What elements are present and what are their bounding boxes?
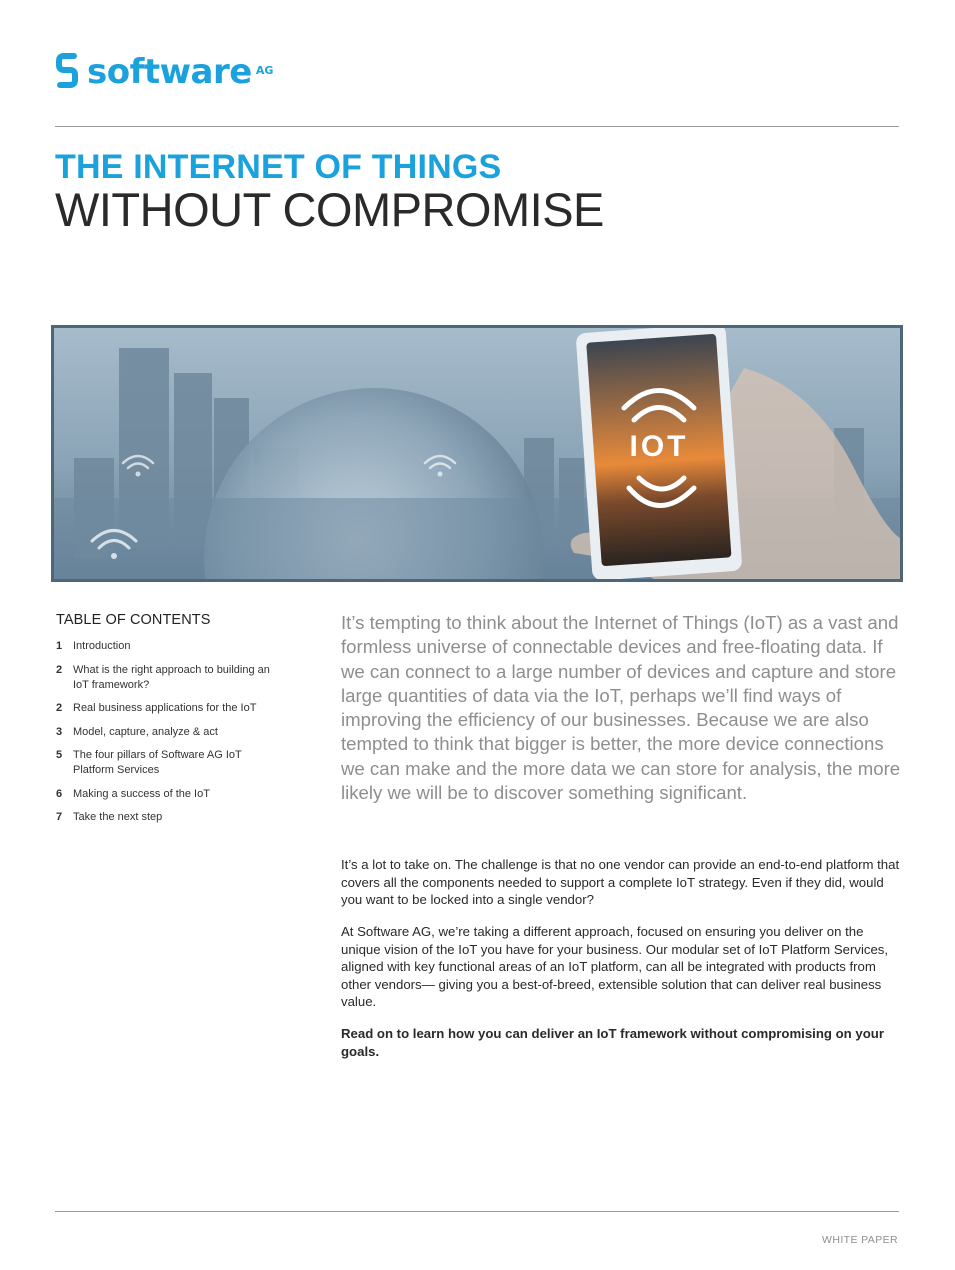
toc-item[interactable]: [56, 787, 296, 802]
footer-divider: [55, 1211, 899, 1212]
toc-page-number: 6: [56, 787, 63, 800]
title-line-2: WITHOUT COMPROMISE: [55, 183, 604, 236]
iot-label: IOT: [629, 430, 689, 463]
toc-page-number: 2: [56, 663, 63, 676]
toc-page-number: 1: [56, 640, 63, 652]
toc-label: Introduction: [73, 640, 131, 652]
toc-page-number: 7: [56, 811, 63, 823]
toc-page-number: 5: [56, 749, 63, 761]
toc-item[interactable]: [56, 701, 296, 716]
hero-image: [51, 325, 903, 582]
toc-page-number: 3: [56, 725, 63, 738]
toc-item[interactable]: [56, 639, 296, 654]
toc-page-number: 2: [56, 702, 63, 714]
table-of-contents: [56, 612, 296, 834]
body-paragraph-1: It’s a lot to take on. The challenge is that no one vendor can provide an end-to-end platform that covers all the components needed to support a complete IoT strategy. Even if they did, would you want to be locked into a single vendor?: [341, 857, 900, 908]
toc-item[interactable]: [56, 748, 296, 778]
toc-label: What is the right approach to building an IoT framework?: [73, 663, 270, 691]
toc-item[interactable]: [56, 663, 296, 693]
lead-paragraph: It’s tempting to think about the Internet of Things (IoT) as a vast and formless universe of connectable devices and free-floating data. If we can connect to a large number of devices and capture and store large quantities of data via the IoT, perhaps we’ll find ways of improving the efficiency of our businesses. Because we are also tempted to think that bigger is better, the more device connections we can make and the more data we can store for analysis, the more likely we will be to discover something significant.: [341, 612, 901, 804]
toc-label: Making a success of the IoT: [73, 787, 210, 800]
brand-suffix: AG: [255, 64, 274, 77]
software-ag-logo-icon: [55, 52, 79, 92]
toc-item[interactable]: [56, 810, 296, 825]
toc-heading: TABLE OF CONTENTS: [56, 612, 211, 628]
toc-label: Model, capture, analyze & act: [73, 725, 218, 738]
brand-name: software: [87, 52, 252, 92]
toc-item[interactable]: [56, 725, 296, 740]
body-paragraph-2: At Software AG, we’re taking a different approach, focused on ensuring you deliver on the unique vision of the IoT you have for your business. Our modular set of IoT Platform Services, aligned with key functional areas of an IoT platform, can all be integrated with products from other vendors— giving you a best-of-breed, extensible solution that can deliver real business value.: [341, 924, 889, 1010]
body-paragraph-3: Read on to learn how you can deliver an IoT framework without compromising on your goals.: [341, 1026, 884, 1059]
hero-illustration: [54, 328, 900, 579]
header-divider: [55, 126, 899, 127]
toc-label: Real business applications for the IoT: [73, 702, 257, 714]
software-ag-logo: [55, 52, 273, 96]
title-line-1: THE INTERNET OF THINGS: [55, 148, 502, 186]
toc-label: The four pillars of Software AG IoT Platform Services: [73, 749, 242, 776]
toc-label: Take the next step: [73, 811, 163, 823]
footer-label: WHITE PAPER: [822, 1234, 898, 1246]
smartphone: [576, 328, 743, 579]
